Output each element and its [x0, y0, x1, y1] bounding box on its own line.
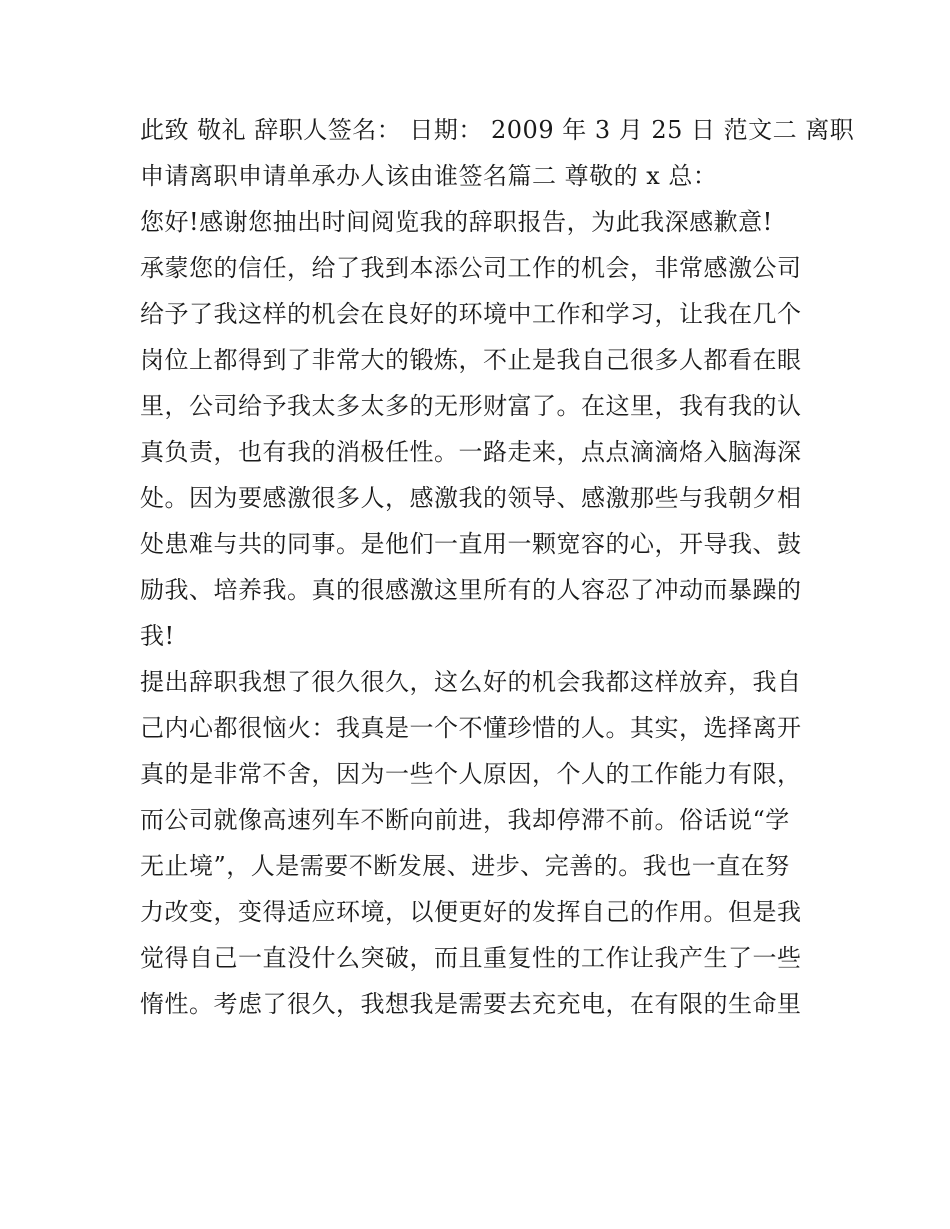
- text-line: 力改变，变得适应环境，以便更好的发挥自己的作用。但是我: [140, 898, 802, 926]
- text-line: 觉得自己一直没什么突破，而且重复性的工作让我产生了一些: [140, 944, 802, 972]
- text-line: 我!: [140, 622, 175, 650]
- text-line: 处。因为要感激很多人，感激我的领导、感激那些与我朝夕相: [140, 484, 802, 512]
- text-line: 提出辞职我想了很久很久，这么好的机会我都这样放弃，我自: [140, 668, 802, 696]
- text-line: 己内心都很恼火：我真是一个不懂珍惜的人。其实，选择离开: [140, 714, 802, 742]
- text-line: 岗位上都得到了非常大的锻炼，不止是我自己很多人都看在眼: [140, 346, 802, 374]
- text-line: 您好!感谢您抽出时间阅览我的辞职报告，为此我深感歉意!: [140, 208, 773, 236]
- text-line: 而公司就像高速列车不断向前进，我却停滞不前。俗话说“学: [140, 806, 790, 834]
- text-line: 申请离职申请单承办人该由谁签名篇二 尊敬的 x 总：: [140, 162, 718, 190]
- text-line: 里，公司给予我太多太多的无形财富了。在这里，我有我的认: [140, 392, 802, 420]
- text-line: 励我、培养我。真的很感激这里所有的人容忍了冲动而暴躁的: [140, 576, 802, 604]
- text-line: 真的是非常不舍，因为一些个人原因，个人的工作能力有限，: [140, 760, 802, 788]
- text-line: 给予了我这样的机会在良好的环境中工作和学习，让我在几个: [140, 300, 802, 328]
- text-line: 处患难与共的同事。是他们一直用一颗宽容的心，开导我、鼓: [140, 530, 802, 558]
- text-line: 此致 敬礼 辞职人签名： 日期： 2009 年 3 月 25 日 范文二 离职: [140, 116, 855, 144]
- text-line: 惰性。考虑了很久，我想我是需要去充充电，在有限的生命里: [140, 990, 802, 1018]
- text-line: 真负责，也有我的消极任性。一路走来，点点滴滴烙入脑海深: [140, 438, 802, 466]
- text-line: 承蒙您的信任，给了我到本添公司工作的机会，非常感激公司: [140, 254, 802, 282]
- text-line: 无止境”，人是需要不断发展、进步、完善的。我也一直在努: [140, 852, 790, 880]
- document-body: [140, 107, 855, 1027]
